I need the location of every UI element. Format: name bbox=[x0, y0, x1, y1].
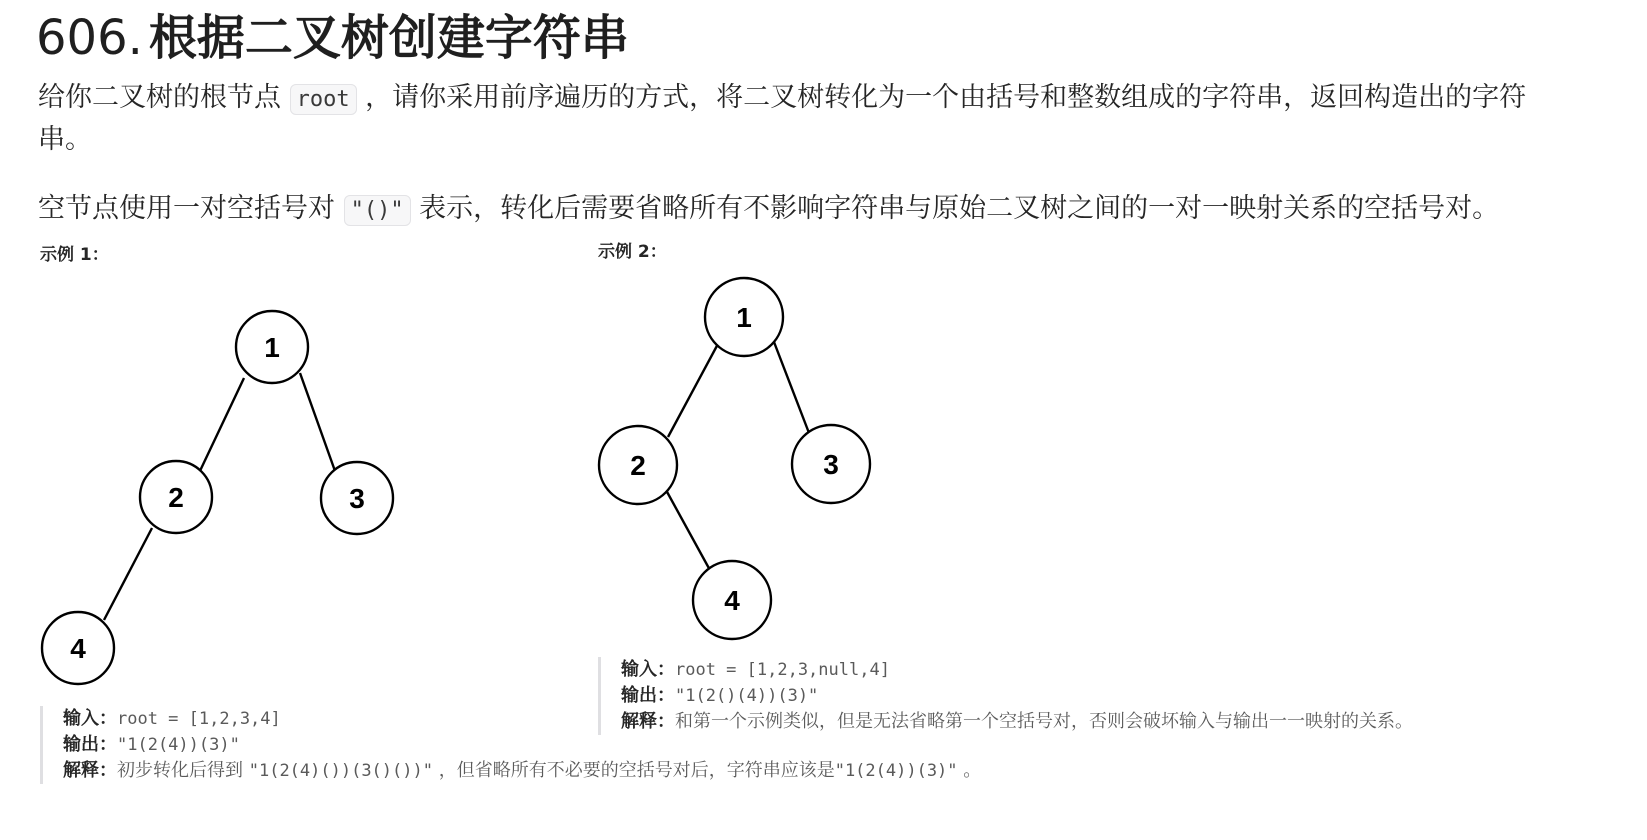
desc-text: 表示，转化后需要省略所有不影响字符串与原始二叉树之间的一对一映射关系的空括号对。 bbox=[419, 193, 1500, 224]
input-label: 输入： bbox=[621, 659, 675, 680]
tree-node-label: 4 bbox=[70, 633, 86, 664]
desc-text: 给你二叉树的根节点 bbox=[38, 82, 281, 113]
tree-node-label: 4 bbox=[724, 585, 740, 616]
tree-node-label: 1 bbox=[264, 332, 280, 363]
example-2-label: 示例 2： bbox=[598, 242, 667, 262]
tree-edge bbox=[104, 528, 152, 620]
explain-code: "1(2(4)())(3()())" bbox=[248, 761, 433, 781]
desc-text: 空节点使用一对空括号对 bbox=[38, 193, 335, 224]
page-title bbox=[36, 8, 629, 68]
tree-edge bbox=[666, 490, 711, 572]
explain-text: 和第一个示例类似，但是无法省略第一个空括号对，否则会破坏输入与输出一一映射的关系。 bbox=[675, 711, 1413, 732]
example-1-tree-diagram bbox=[30, 295, 410, 695]
explain-text: 。 bbox=[963, 760, 982, 781]
output-label: 输出： bbox=[63, 734, 117, 755]
output-value: "1(2()(4))(3)" bbox=[675, 686, 819, 706]
input-value: root = [1,2,3,null,4] bbox=[675, 660, 890, 680]
explain-label: 解释： bbox=[621, 711, 675, 732]
tree-node-label: 2 bbox=[168, 482, 184, 513]
tree-edge bbox=[774, 342, 809, 433]
problem-title: 根据二叉树创建字符串 bbox=[148, 10, 629, 66]
desc-text: ，请你采用前序遍历的方式，将二叉树转化为一个由括号和整数组成的字符串，返回构造出的字符串。 bbox=[38, 82, 1527, 155]
example-1-explain-row bbox=[63, 758, 981, 784]
tree-node-label: 3 bbox=[349, 483, 365, 514]
tree-edge bbox=[199, 378, 244, 473]
output-label: 输出： bbox=[621, 685, 675, 706]
tree-edge bbox=[668, 342, 719, 437]
example-2-explain-row bbox=[621, 709, 1413, 735]
inline-code-root: root bbox=[290, 84, 357, 115]
input-value: root = [1,2,3,4] bbox=[117, 709, 281, 729]
example-1-label: 示例 1： bbox=[40, 245, 109, 265]
output-value: "1(2(4))(3)" bbox=[117, 735, 240, 755]
example-1-output-row bbox=[63, 732, 981, 758]
example-2-output-row bbox=[621, 683, 1413, 709]
inline-code-empty-parens: "()" bbox=[344, 195, 411, 226]
tree-node-label: 2 bbox=[630, 450, 646, 481]
description-paragraph-1 bbox=[38, 78, 1578, 160]
explain-code: "1(2(4))(3)" bbox=[834, 761, 958, 781]
tree-node-label: 3 bbox=[823, 449, 839, 480]
explain-text: 初步转化后得到 bbox=[117, 760, 249, 781]
example-2-io-block bbox=[598, 657, 1413, 735]
explain-label: 解释： bbox=[63, 760, 117, 781]
example-2-tree-diagram bbox=[590, 270, 890, 650]
tree-edge bbox=[300, 373, 335, 471]
tree-node-label: 1 bbox=[736, 302, 752, 333]
problem-number: 606. bbox=[36, 10, 143, 66]
example-2-input-row bbox=[621, 657, 1413, 683]
description-paragraph-2 bbox=[38, 189, 1578, 231]
explain-text: ，但省略所有不必要的空括号对后，字符串应该是 bbox=[438, 760, 835, 781]
input-label: 输入： bbox=[63, 708, 117, 729]
